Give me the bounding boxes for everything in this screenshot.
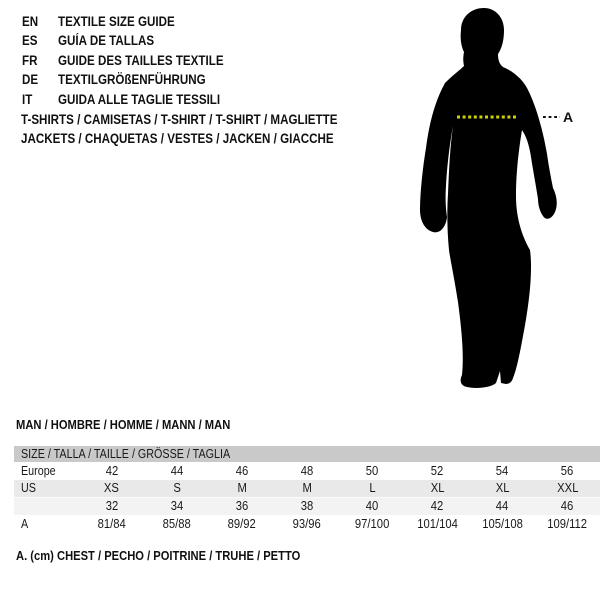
size-cell: 42 (430, 499, 444, 513)
category-line-tshirts: T-SHIRTS / CAMISETAS / T-SHIRT / T-SHIRT / MAGLIETTE (21, 112, 338, 127)
size-table (14, 446, 600, 533)
size-cell: 44 (496, 499, 509, 513)
size-cell: M (237, 481, 247, 495)
row-label: Europe (21, 464, 56, 478)
row-label: US (21, 481, 36, 495)
measurement-footnote-text: A. (cm) CHEST / PECHO / POITRINE / TRUHE / PETTO (16, 548, 301, 563)
category-line-jackets: JACKETS / CHAQUETAS / VESTES / JACKEN / GIACCHE (21, 131, 334, 147)
language-list (22, 12, 251, 109)
measure-label-a: A (563, 109, 574, 125)
size-cell: M (302, 481, 312, 495)
language-title: TEXTILE SIZE GUIDE (58, 14, 175, 29)
language-title: GUÍA DE TALLAS (58, 33, 155, 49)
size-cell: XS (104, 481, 120, 495)
table-row-chest-cm (14, 515, 600, 533)
language-row (22, 51, 251, 70)
man-silhouette-figure (400, 0, 600, 400)
language-code: DE (22, 72, 39, 88)
size-cell: 44 (170, 464, 183, 478)
size-cell: 48 (300, 464, 314, 478)
language-row (22, 31, 251, 50)
size-cell: 109/112 (547, 517, 588, 531)
language-code: IT (22, 91, 33, 107)
size-cell: S (172, 481, 181, 495)
table-row-us (14, 480, 600, 497)
language-title: GUIDA ALLE TAGLIE TESSILI (58, 91, 221, 107)
language-row (22, 90, 251, 109)
size-cell: 36 (235, 499, 249, 513)
size-cell: 101/104 (416, 517, 458, 531)
size-table-header-text: SIZE / TALLA / TAILLE / GRÖSSE / TAGLIA (21, 447, 231, 461)
size-cell: 52 (430, 464, 444, 478)
size-cell: 54 (496, 464, 509, 478)
size-cell: 38 (300, 499, 314, 513)
size-cell: 93/96 (292, 517, 322, 531)
size-cell: 85/88 (162, 517, 191, 531)
size-cell: 50 (365, 464, 379, 478)
size-table-header (14, 446, 600, 463)
size-cell: XXL (556, 481, 579, 495)
language-code: ES (22, 33, 38, 49)
size-cell: 42 (105, 464, 118, 478)
size-cell: 46 (561, 499, 574, 513)
gender-heading-text: MAN / HOMBRE / HOMME / MANN / MAN (16, 417, 231, 432)
size-cell: 34 (170, 499, 183, 513)
table-row-europe (14, 463, 600, 480)
size-cell: XL (430, 481, 445, 495)
product-categories (21, 110, 389, 149)
size-cell: 105/108 (481, 517, 523, 531)
size-cell: 97/100 (354, 517, 390, 531)
language-title: GUIDE DES TAILLES TEXTILE (58, 52, 224, 68)
row-label: A (21, 517, 29, 531)
language-code: FR (22, 52, 38, 68)
language-title: TEXTILGRÖßENFÜHRUNG (58, 72, 206, 88)
size-cell: 32 (105, 499, 118, 513)
size-cell: L (368, 481, 376, 495)
size-cell: 46 (235, 464, 249, 478)
man-silhouette (420, 8, 557, 388)
measurement-footnote (16, 548, 347, 564)
gender-heading (16, 417, 265, 433)
size-cell: XL (495, 481, 510, 495)
size-cell: 56 (561, 464, 574, 478)
size-cell: 40 (365, 499, 379, 513)
language-code: EN (22, 14, 39, 29)
language-row (22, 12, 251, 31)
size-cell: 81/84 (97, 517, 126, 531)
table-row-numeric (14, 497, 600, 515)
language-row (22, 70, 251, 89)
size-cell: 89/92 (227, 517, 256, 531)
